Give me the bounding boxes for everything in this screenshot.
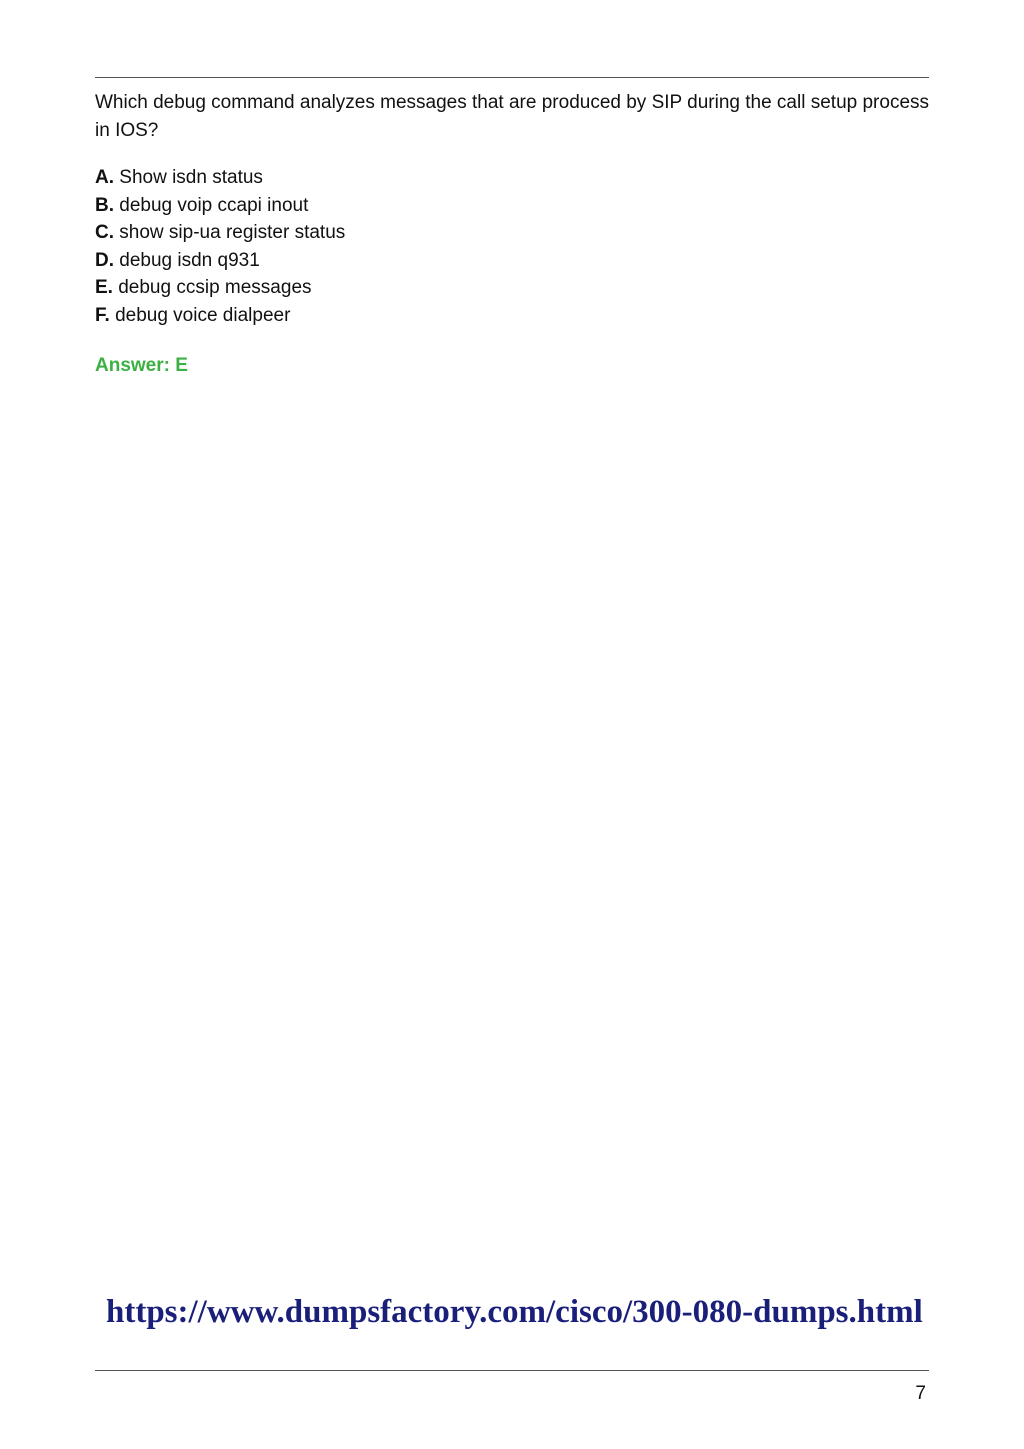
footer-divider: [95, 1370, 929, 1371]
option-text: show sip-ua register status: [119, 222, 346, 244]
option-a: [95, 164, 345, 192]
option-e: [95, 274, 345, 302]
option-letter: D.: [95, 249, 114, 271]
option-text: debug isdn q931: [119, 249, 260, 271]
option-f: [95, 302, 345, 330]
option-letter: F.: [95, 304, 110, 326]
option-b: [95, 192, 345, 220]
option-text: debug voice dialpeer: [115, 304, 291, 326]
header-divider: [95, 77, 929, 78]
footer-link[interactable]: https://www.dumpsfactory.com/cisco/300-080-dumps.html: [106, 1294, 923, 1330]
option-text: Show isdn status: [119, 167, 263, 188]
option-c: [95, 219, 345, 247]
option-text: debug ccsip messages: [118, 277, 312, 299]
option-text: debug voip ccapi inout: [119, 194, 309, 216]
answer-text: Answer: E: [95, 355, 188, 376]
option-letter: E.: [95, 277, 113, 299]
answer-options-list: [95, 164, 345, 330]
option-letter: B.: [95, 194, 114, 216]
option-letter: A.: [95, 167, 114, 188]
page-number: 7: [915, 1383, 926, 1404]
option-letter: C.: [95, 222, 114, 244]
option-d: [95, 247, 345, 275]
question-text: Which debug command analyzes messages that are produced by SIP during the call setup process in IOS?: [95, 92, 930, 141]
